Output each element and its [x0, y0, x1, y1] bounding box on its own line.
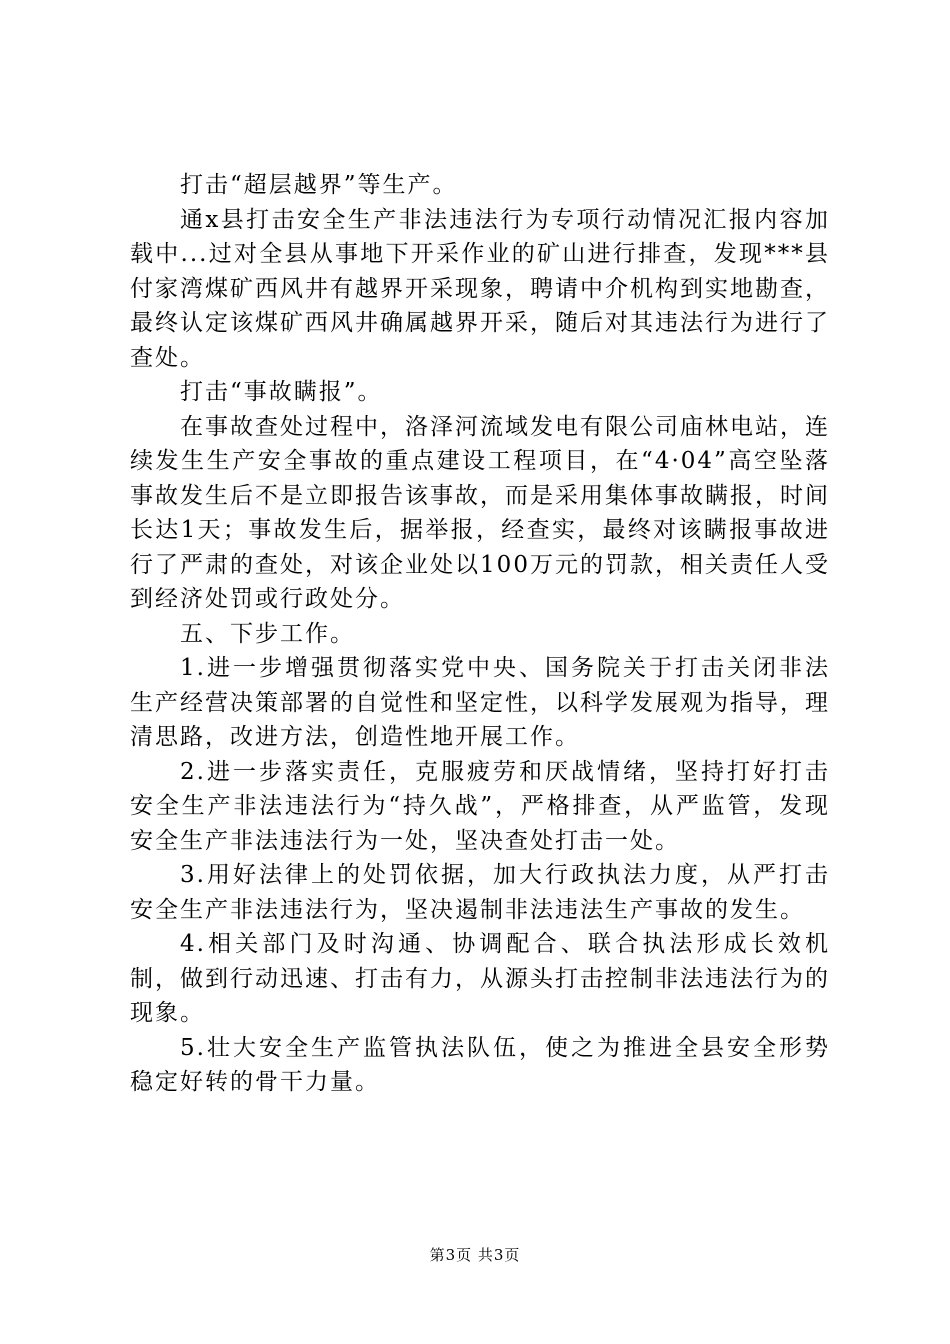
next-step-item-3: 3.用好法律上的处罚依据，加大行政执法力度，从严打击安全生产非法违法行为，坚决遏制非法违法生产事故的发生。 — [130, 862, 830, 923]
page-footer: 第3页 共3页 — [429, 1246, 521, 1264]
next-step-item-1: 1.进一步增强贯彻落实党中央、国务院关于打击关闭非法生产经营决策部署的自觉性和坚定性，以科学发展观为指导，理清思路，改进方法，创造性地开展工作。 — [130, 655, 830, 750]
paragraph-overlayer-details: 通x县打击安全生产非法违法行为专项行动情况汇报内容加载中...过对全县从事地下开采作业的矿山进行排查，发现***县付家湾煤矿西风井有越界开采现象，聘请中介机构到实地勘查，最终认定该煤矿西风井确属越界开采，随后对其违法行为进行了查处。 — [130, 206, 830, 371]
document-body — [130, 168, 830, 1100]
paragraph-strike-overlayer: 打击“超层越界”等生产。 — [180, 172, 458, 198]
next-step-item-2: 2.进一步落实责任，克服疲劳和厌战情绪，坚持打好打击安全生产非法违法行为“持久战”，严格排查，从严监管，发现安全生产非法违法行为一处，坚决查处打击一处。 — [130, 758, 830, 854]
next-step-item-5: 5.壮大安全生产监管执法队伍，使之为推进全县安全形势稳定好转的骨干力量。 — [130, 1034, 830, 1095]
paragraph-concealment-details: 在事故查处过程中，洛泽河流域发电有限公司庙林电站，连续发生生产安全事故的重点建设工程项目，在“4·04”高空坠落事故发生后不是立即报告该事故，而是采用集体事故瞒报，时间长达1天；事故发生后，据举报，经查实，最终对该瞒报事故进行了严肃的查处，对该企业处以100万元的罚款，相关责任人受到经济处罚或行政处分。 — [130, 413, 830, 612]
section-heading-next-steps: 五、下步工作。 — [180, 620, 355, 647]
paragraph-strike-concealment: 打击“事故瞒报”。 — [180, 379, 383, 405]
next-step-item-4: 4.相关部门及时沟通、协调配合、联合执法形成长效机制，做到行动迅速、打击有力，从源头打击控制非法违法行为的现象。 — [130, 931, 830, 1026]
